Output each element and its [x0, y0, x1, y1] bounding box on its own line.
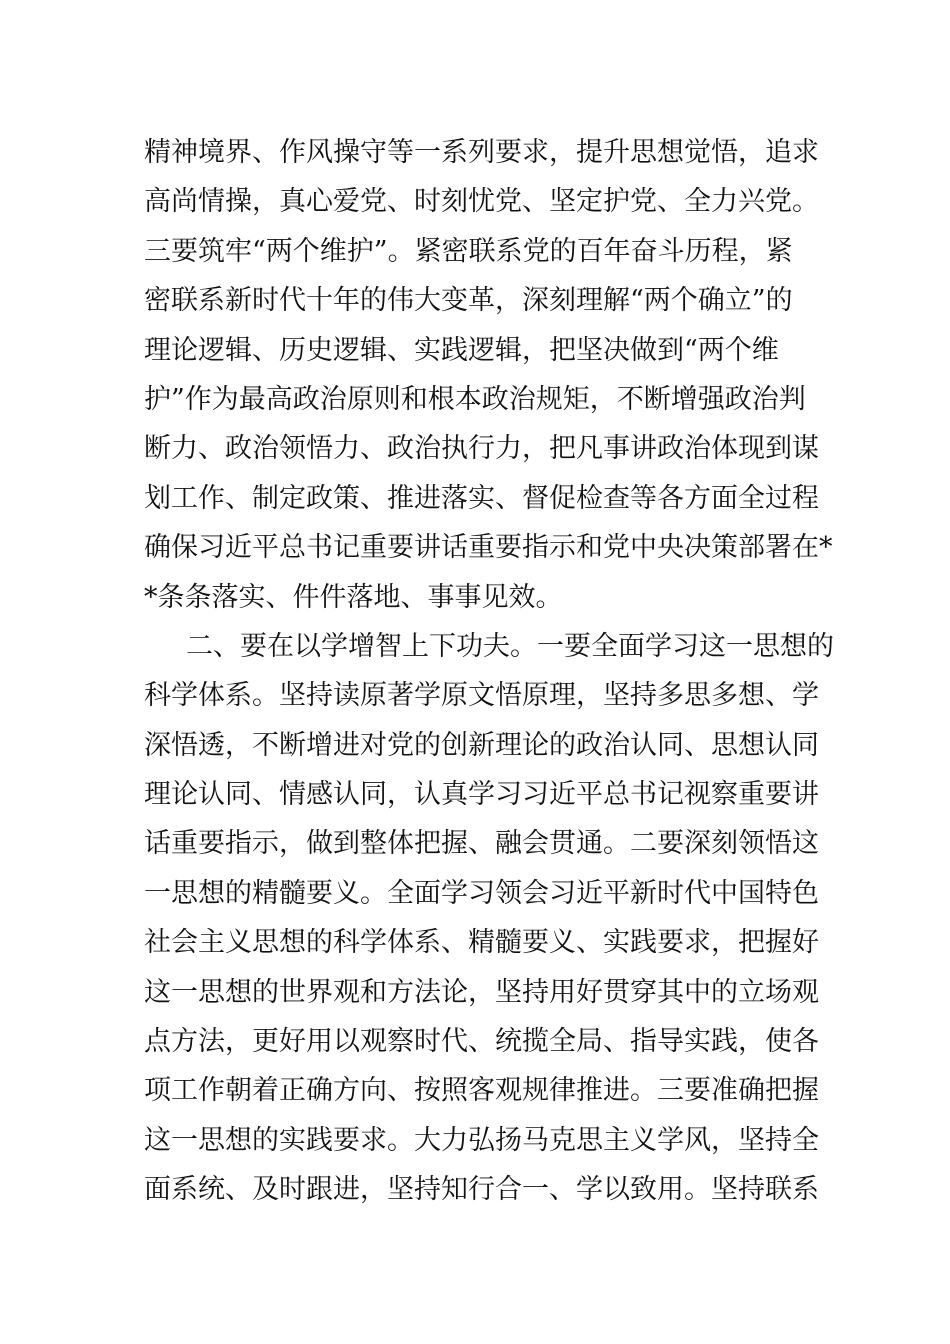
text-line: 社会主义思想的科学体系、精髓要义、实践要求，把握好	[144, 927, 819, 959]
text-line: 精神境界、作风操守等一系列要求，提升思想觉悟，追求	[144, 137, 819, 168]
text-line: 高尚情操，真心爱党、时刻忧党、坚定护党、全力兴党。	[144, 186, 819, 218]
text-line: 点方法，更好用以观察时代、统揽全局、指导实践，使各	[144, 1026, 819, 1058]
text-line: 科学体系。坚持读原著学原文悟原理，坚持多思多想、学	[144, 680, 819, 712]
text-line: *条条落实、件件落地、事事见效。	[144, 581, 563, 613]
text-line: 密联系新时代十年的伟大变革，深刻理解“两个确立”的	[144, 285, 793, 317]
text-line: 这一思想的世界观和方法论，坚持用好贯穿其中的立场观	[144, 976, 819, 1008]
text-line: 项工作朝着正确方向、按照客观规律推进。三要准确把握	[144, 1075, 819, 1107]
text-line: 理论逻辑、历史逻辑、实践逻辑，把坚决做到“两个维	[144, 334, 779, 366]
text-line: 三要筑牢“两个维护”。紧密联系党的百年奋斗历程，紧	[144, 235, 793, 267]
text-line: 断力、政治领悟力、政治执行力，把凡事讲政治体现到谋	[144, 433, 819, 465]
text-line: 护”作为最高政治原则和根本政治规矩，不断增强政治判	[144, 383, 806, 415]
body-text	[144, 128, 834, 1215]
text-line: 理论认同、情感认同，认真学习习近平总书记视察重要讲	[144, 779, 819, 811]
text-line: 划工作、制定政策、推进落实、督促检查等各方面全过程	[144, 482, 819, 514]
text-line: 确保习近平总书记重要讲话重要指示和党中央决策部署在*	[144, 532, 833, 564]
text-line: 一思想的精髓要义。全面学习领会习近平新时代中国特色	[144, 877, 819, 909]
text-line: 这一思想的实践要求。大力弘扬马克思主义学风，坚持全	[144, 1124, 819, 1156]
text-line: 深悟透，不断增进对党的创新理论的政治认同、思想认同	[144, 729, 819, 761]
text-line: 话重要指示，做到整体把握、融会贯通。二要深刻领悟这	[144, 828, 819, 860]
text-line: 面系统、及时跟进，坚持知行合一、学以致用。坚持联系	[144, 1174, 819, 1206]
paragraph-start-line: 二、要在以学增智上下功夫。一要全面学习这一思想的	[186, 630, 834, 662]
